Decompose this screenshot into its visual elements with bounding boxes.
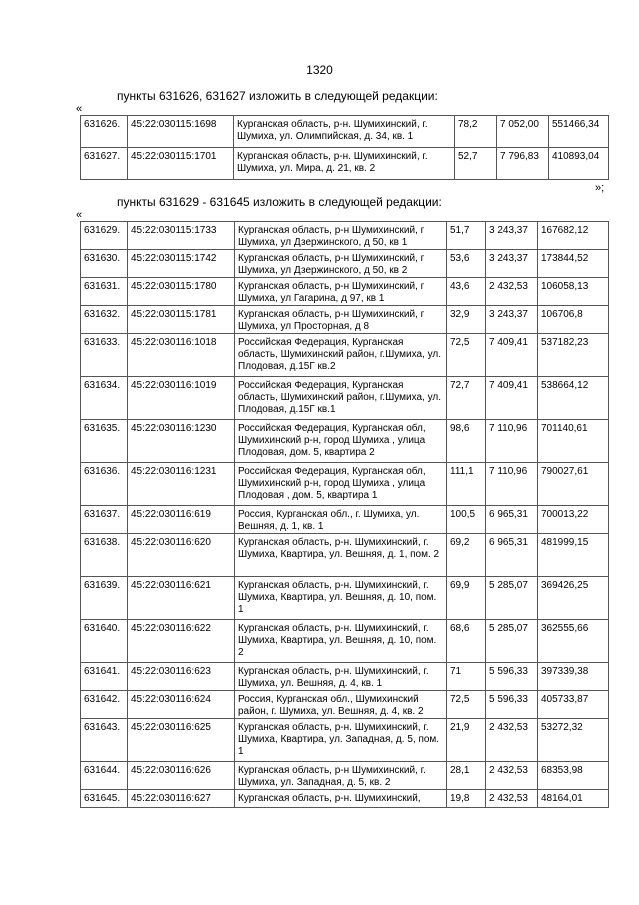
address-cell: Курганская область, р-н Шумихинский, г Шумиха, ул Просторная, д 8 — [235, 306, 447, 334]
row-number-cell: 631642. — [81, 691, 128, 719]
cadastral-number-cell: 45:22:030116:622 — [128, 620, 235, 663]
row-number-cell: 631627. — [81, 148, 128, 180]
table-row — [81, 790, 609, 808]
area-cell: 19,8 — [447, 790, 486, 808]
address-cell: Курганская область, р-н. Шумихинский, г. Шумиха, ул. Вешняя, д. 4, кв. 1 — [235, 663, 447, 691]
area-cell: 111,1 — [447, 463, 486, 506]
area-cell: 52,7 — [455, 148, 497, 180]
cadastral-number-cell: 45:22:030116:626 — [128, 762, 235, 790]
area-cell: 69,2 — [447, 534, 486, 577]
cadastral-value-cell: 481999,15 — [538, 534, 609, 577]
table-row — [81, 222, 609, 250]
cadastral-value-cell: 397339,38 — [538, 663, 609, 691]
cadastral-number-cell: 45:22:030115:1698 — [128, 116, 234, 148]
table-row — [81, 148, 609, 180]
cadastral-value-cell: 173844,52 — [538, 250, 609, 278]
area-cell: 71 — [447, 663, 486, 691]
cadastral-price-cell: 2 432,53 — [486, 719, 538, 762]
cadastral-number-cell: 45:22:030116:623 — [128, 663, 235, 691]
area-cell: 78,2 — [455, 116, 497, 148]
table-row — [81, 577, 609, 620]
cadastral-number-cell: 45:22:030115:1742 — [128, 250, 235, 278]
address-cell: Российская Федерация, Курганская обл, Шумихинский р-н, город Шумиха , улица Плодовая, дом. 5, квартира 2 — [235, 420, 447, 463]
area-cell: 53,6 — [447, 250, 486, 278]
table-row — [81, 250, 609, 278]
page-number: 1320 — [306, 63, 333, 77]
table-row — [81, 663, 609, 691]
cadastral-price-cell: 7 409,41 — [486, 377, 538, 420]
table-section2 — [80, 221, 609, 808]
cadastral-price-cell: 5 285,07 — [486, 577, 538, 620]
cadastral-value-cell: 369426,25 — [538, 577, 609, 620]
area-cell: 68,6 — [447, 620, 486, 663]
table-row — [81, 420, 609, 463]
cadastral-price-cell: 5 596,33 — [486, 663, 538, 691]
table-row — [81, 506, 609, 534]
address-cell: Курганская область, р-н Шумихинский, г Шумиха, ул Дзержинского, д 50, кв 1 — [235, 222, 447, 250]
cadastral-number-cell: 45:22:030116:627 — [128, 790, 235, 808]
row-number-cell: 631629. — [81, 222, 128, 250]
cadastral-number-cell: 45:22:030116:619 — [128, 506, 235, 534]
row-number-cell: 631631. — [81, 278, 128, 306]
address-cell: Курганская область, р-н Шумихинский, г. Шумиха, ул. Западная, д. 5, кв. 2 — [235, 762, 447, 790]
table-row — [81, 762, 609, 790]
table-row — [81, 334, 609, 377]
row-number-cell: 631626. — [81, 116, 128, 148]
table-row — [81, 306, 609, 334]
cadastral-value-cell: 701140,61 — [538, 420, 609, 463]
address-cell: Курганская область, р-н. Шумихинский, — [235, 790, 447, 808]
cadastral-price-cell: 6 965,31 — [486, 534, 538, 577]
address-cell: Курганская область, р-н. Шумихинский, г. Шумиха, Квартира, ул. Вешняя, д. 1, пом. 2 — [235, 534, 447, 577]
area-cell: 32,9 — [447, 306, 486, 334]
address-cell: Курганская область, р-н Шумихинский, г Шумиха, ул Гагарина, д 97, кв 1 — [235, 278, 447, 306]
cadastral-value-cell: 405733,87 — [538, 691, 609, 719]
cadastral-price-cell: 2 432,53 — [486, 278, 538, 306]
address-cell: Курганская область, р-н. Шумихинский, г. Шумиха, ул. Олимпийская, д. 34, кв. 1 — [234, 116, 455, 148]
row-number-cell: 631630. — [81, 250, 128, 278]
table-section1 — [80, 115, 609, 180]
area-cell: 69,9 — [447, 577, 486, 620]
cadastral-price-cell: 2 432,53 — [486, 790, 538, 808]
cadastral-price-cell: 2 432,53 — [486, 762, 538, 790]
cadastral-price-cell: 7 409,41 — [486, 334, 538, 377]
cadastral-value-cell: 68353,98 — [538, 762, 609, 790]
cadastral-value-cell: 538664,12 — [538, 377, 609, 420]
row-number-cell: 631638. — [81, 534, 128, 577]
address-cell: Курганская область, р-н. Шумихинский, г. Шумиха, Квартира, ул. Вешняя, д. 10, пом. 2 — [235, 620, 447, 663]
row-number-cell: 631643. — [81, 719, 128, 762]
address-cell: Курганская область, р-н. Шумихинский, г. Шумиха, Квартира, ул. Западная, д. 5, пом. 1 — [235, 719, 447, 762]
cadastral-number-cell: 45:22:030115:1701 — [128, 148, 234, 180]
cadastral-price-cell: 7 110,96 — [486, 420, 538, 463]
cadastral-price-cell: 5 285,07 — [486, 620, 538, 663]
cadastral-value-cell: 106058,13 — [538, 278, 609, 306]
row-number-cell: 631645. — [81, 790, 128, 808]
area-cell: 72,5 — [447, 334, 486, 377]
row-number-cell: 631640. — [81, 620, 128, 663]
area-cell: 51,7 — [447, 222, 486, 250]
section1-intro: пункты 631626, 631627 изложить в следующей редакции: — [117, 89, 438, 103]
cadastral-value-cell: 790027,61 — [538, 463, 609, 506]
cadastral-price-cell: 3 243,37 — [486, 222, 538, 250]
cadastral-value-cell: 167682,12 — [538, 222, 609, 250]
section2-intro: пункты 631629 - 631645 изложить в следующей редакции: — [117, 195, 442, 209]
cadastral-value-cell: 106706,8 — [538, 306, 609, 334]
cadastral-number-cell: 45:22:030115:1780 — [128, 278, 235, 306]
table-row — [81, 691, 609, 719]
area-cell: 72,7 — [447, 377, 486, 420]
section2-open-quote: « — [76, 209, 83, 221]
table-row — [81, 620, 609, 663]
table-row — [81, 116, 609, 148]
row-number-cell: 631637. — [81, 506, 128, 534]
row-number-cell: 631636. — [81, 463, 128, 506]
cadastral-value-cell: 537182,23 — [538, 334, 609, 377]
cadastral-number-cell: 45:22:030116:625 — [128, 719, 235, 762]
cadastral-value-cell: 551466,34 — [549, 116, 609, 148]
row-number-cell: 631634. — [81, 377, 128, 420]
address-cell: Российская Федерация, Курганская область, Шумихинский район, г.Шумиха, ул. Плодовая, д.15Г кв.1 — [235, 377, 447, 420]
table-row — [81, 463, 609, 506]
cadastral-number-cell: 45:22:030115:1781 — [128, 306, 235, 334]
table-row — [81, 534, 609, 577]
row-number-cell: 631644. — [81, 762, 128, 790]
address-cell: Курганская область, р-н. Шумихинский, г. Шумиха, Квартира, ул. Вешняя, д. 10, пом. 1 — [235, 577, 447, 620]
cadastral-price-cell: 5 596,33 — [486, 691, 538, 719]
cadastral-price-cell: 6 965,31 — [486, 506, 538, 534]
cadastral-number-cell: 45:22:030116:1231 — [128, 463, 235, 506]
table-row — [81, 719, 609, 762]
cadastral-value-cell: 48164,01 — [538, 790, 609, 808]
row-number-cell: 631639. — [81, 577, 128, 620]
area-cell: 72,5 — [447, 691, 486, 719]
row-number-cell: 631633. — [81, 334, 128, 377]
cadastral-number-cell: 45:22:030116:620 — [128, 534, 235, 577]
address-cell: Россия, Курганская обл., Шумихинский район, г. Шумиха, ул. Вешняя, д. 4, кв. 2 — [235, 691, 447, 719]
address-cell: Курганская область, р-н Шумихинский, г Шумиха, ул Дзержинского, д 50, кв 2 — [235, 250, 447, 278]
row-number-cell: 631641. — [81, 663, 128, 691]
area-cell: 98,6 — [447, 420, 486, 463]
cadastral-value-cell: 362555,66 — [538, 620, 609, 663]
cadastral-price-cell: 3 243,37 — [486, 250, 538, 278]
cadastral-value-cell: 53272,32 — [538, 719, 609, 762]
cadastral-number-cell: 45:22:030116:624 — [128, 691, 235, 719]
cadastral-value-cell: 410893,04 — [549, 148, 609, 180]
address-cell: Российская Федерация, Курганская область, Шумихинский район, г.Шумиха, ул. Плодовая, д.15Г кв.2 — [235, 334, 447, 377]
cadastral-price-cell: 3 243,37 — [486, 306, 538, 334]
area-cell: 21,9 — [447, 719, 486, 762]
row-number-cell: 631632. — [81, 306, 128, 334]
address-cell: Курганская область, р-н. Шумихинский, г. Шумиха, ул. Мира, д. 21, кв. 2 — [234, 148, 455, 180]
cadastral-price-cell: 7 796,83 — [497, 148, 549, 180]
address-cell: Россия, Курганская обл., г. Шумиха, ул. Вешняя, д. 1, кв. 1 — [235, 506, 447, 534]
area-cell: 100,5 — [447, 506, 486, 534]
row-number-cell: 631635. — [81, 420, 128, 463]
section1-close-quote: »; — [595, 182, 605, 194]
cadastral-number-cell: 45:22:030116:621 — [128, 577, 235, 620]
cadastral-price-cell: 7 110,96 — [486, 463, 538, 506]
area-cell: 28,1 — [447, 762, 486, 790]
table-row — [81, 377, 609, 420]
cadastral-number-cell: 45:22:030116:1019 — [128, 377, 235, 420]
cadastral-number-cell: 45:22:030116:1018 — [128, 334, 235, 377]
table-row — [81, 278, 609, 306]
section1-open-quote: « — [76, 103, 83, 115]
cadastral-value-cell: 700013,22 — [538, 506, 609, 534]
cadastral-price-cell: 7 052,00 — [497, 116, 549, 148]
address-cell: Российская Федерация, Курганская обл, Шумихинский р-н, город Шумиха , улица Плодовая , дом. 5, квартира 1 — [235, 463, 447, 506]
cadastral-number-cell: 45:22:030115:1733 — [128, 222, 235, 250]
cadastral-number-cell: 45:22:030116:1230 — [128, 420, 235, 463]
area-cell: 43,6 — [447, 278, 486, 306]
